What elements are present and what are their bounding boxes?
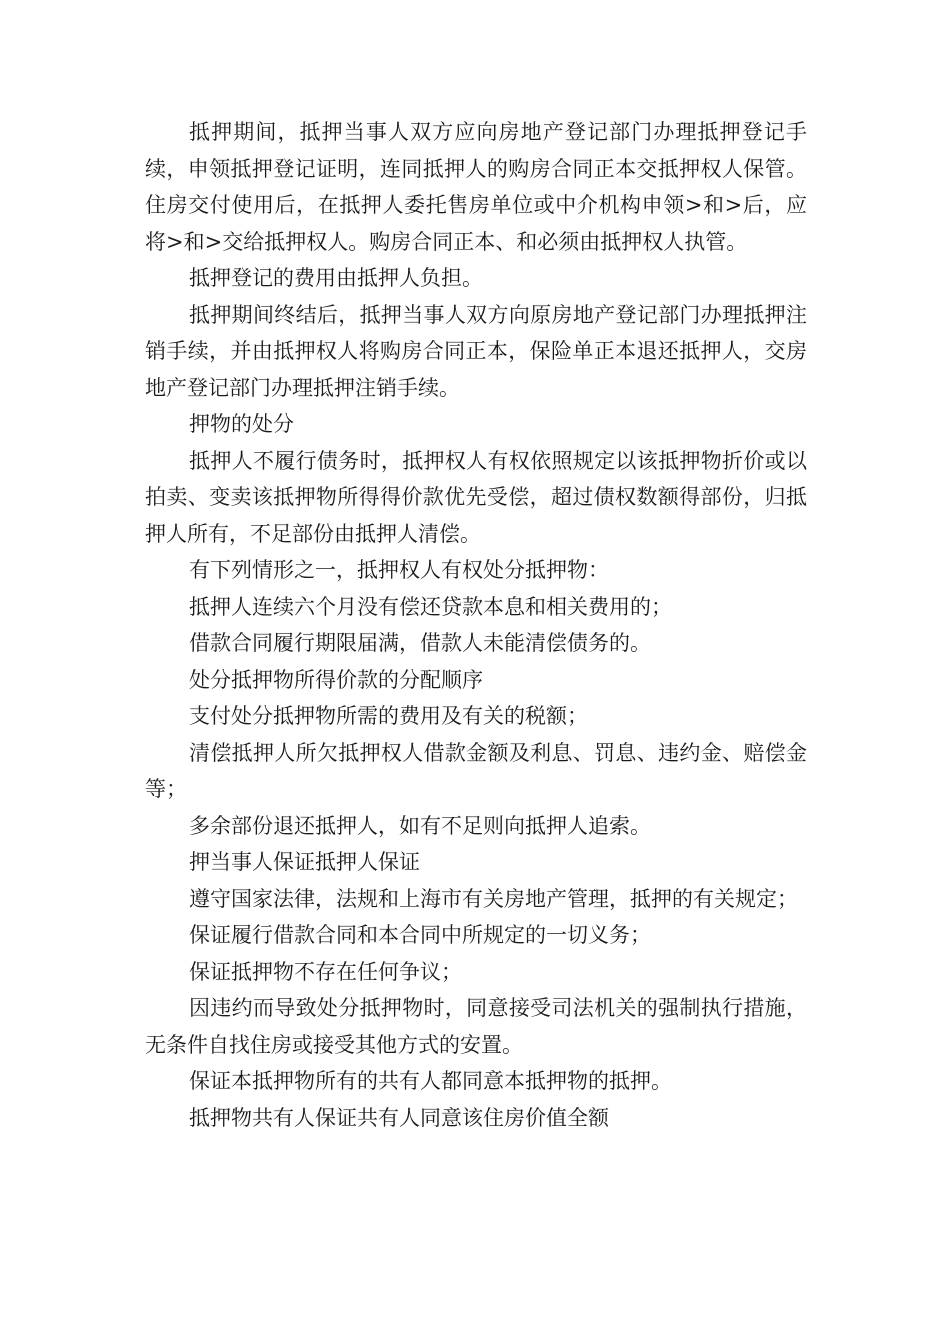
section-heading-guarantee: 押当事人保证抵押人保证 (189, 850, 420, 874)
list-item-guarantee-3: 保证抵押物不存在任何争议； (189, 959, 462, 984)
list-item-distribution-3: 多余部份退还抵押人，如有不足则向抵押人追索。 (189, 813, 651, 838)
list-item-distribution-1: 支付处分抵押物所需的费用及有关的税额； (189, 704, 588, 728)
list-item-guarantee-1: 遵守国家法律，法规和上海市有关房地产管理，抵押的有关规定； (189, 886, 798, 911)
list-item-guarantee-4: 因违约而导致处分抵押物时，同意接受司法机关的强制执行措施，无条件自找住房或接受其他方式的安置。 (145, 996, 807, 1057)
section-heading-disposal: 押物的处分 (189, 412, 294, 436)
list-item-distribution-2: 清偿抵押人所欠抵押权人借款金额及利息、罚息、违约金、赔偿金等； (145, 740, 807, 801)
section-heading-distribution: 处分抵押物所得价款的分配顺序 (189, 667, 483, 692)
list-item-guarantee-2: 保证履行借款合同和本合同中所规定的一切义务； (189, 923, 651, 947)
list-item-condition-2: 借款合同履行期限届满，借款人未能清偿债务的。 (189, 631, 651, 655)
paragraph-disposal-conditions: 有下列情形之一，抵押权人有权处分抵押物： (189, 558, 609, 582)
paragraph-registration-fee: 抵押登记的费用由抵押人负担。 (189, 266, 483, 290)
paragraph-co-owner-guarantee: 抵押物共有人保证共有人同意该住房价值全额 (189, 1105, 609, 1130)
list-item-condition-1: 抵押人连续六个月没有偿还贷款本息和相关费用的； (189, 594, 672, 619)
paragraph-disposal-right: 抵押人不履行债务时，抵押权人有权依照规定以该抵押物折价或以拍卖、变卖该抵押物所得得价款优先受偿，超过债权数额得部份，归抵押人所有，不足部份由抵押人清偿。 (145, 448, 807, 546)
paragraph-cancellation: 抵押期间终结后，抵押当事人双方向原房地产登记部门办理抵押注销手续，并由抵押权人将购房合同正本，保险单正本退还抵押人，交房地产登记部门办理抵押注销手续。 (145, 302, 807, 400)
list-item-guarantee-5: 保证本抵押物所有的共有人都同意本抵押物的抵押。 (189, 1069, 672, 1093)
document-body (145, 114, 807, 1136)
paragraph-registration: 抵押期间，抵押当事人双方应向房地产登记部门办理抵押登记手续，申领抵押登记证明，连同抵押人的购房合同正本交抵押权人保管。住房交付使用后，在抵押人委托售房单位或中介机构申领>和>后，应将>和>交给抵押权人。购房合同正本、和必须由抵押权人执管。 (145, 120, 807, 254)
